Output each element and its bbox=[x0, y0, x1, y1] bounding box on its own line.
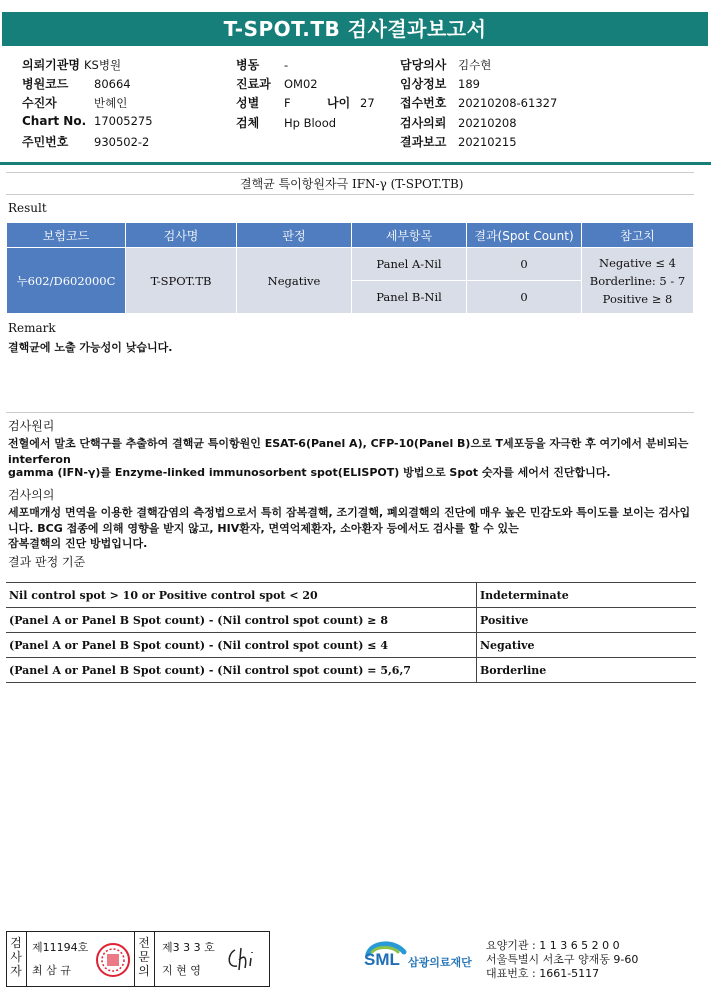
panel-a-item: Panel A-Nil bbox=[352, 248, 467, 281]
examiner-name: 최 삼 규 bbox=[32, 964, 71, 977]
test-name: T-SPOT.TB bbox=[126, 248, 237, 314]
reference-range bbox=[582, 248, 694, 314]
criteria-row bbox=[6, 583, 696, 608]
criteria-condition: (Panel A or Panel B Spot count) - (Nil control spot count) ≤ 4 bbox=[6, 633, 477, 658]
clinical-value: 189 bbox=[458, 77, 480, 91]
header-test: 검사명 bbox=[126, 223, 237, 248]
org-address: 서울특별시 서초구 양재동 9-60 bbox=[486, 953, 639, 966]
panel-b-value: 0 bbox=[467, 281, 582, 314]
principle-text-1: 전혈에서 말초 단핵구를 추출하여 결핵균 특이항원인 ESAT-6(Panel A), CFP-10(Panel B)으로 T세포등을 자극한 후 여기에서 분비되는 interferon bbox=[8, 437, 689, 466]
report-date-label: 결과보고 bbox=[400, 135, 447, 149]
criteria-result: Indeterminate bbox=[477, 583, 697, 608]
significance-text-2: 잠복결핵의 진단 방법입니다. bbox=[8, 537, 148, 550]
patient-info bbox=[0, 54, 711, 160]
ward-label: 병동 bbox=[236, 58, 260, 72]
divider bbox=[6, 412, 694, 413]
principle-text-2: gamma (IFN-γ)를 Enzyme-linked immunosorbent spot(ELISPOT) 방법으로 Spot 숫자를 세어서 진단합니다. bbox=[8, 466, 611, 479]
sex-value: F bbox=[284, 96, 291, 110]
rrn-value: 930502-2 bbox=[94, 135, 150, 149]
request-value: 20210208 bbox=[458, 116, 517, 130]
doctor-value: 김수현 bbox=[458, 58, 492, 72]
header-result: 결과(Spot Count) bbox=[467, 223, 582, 248]
examiner-seal-icon bbox=[95, 942, 131, 978]
remark-text: 결핵균에 노출 가능성이 낮습니다. bbox=[8, 341, 173, 354]
reference-positive: Positive ≥ 8 bbox=[602, 291, 673, 306]
divider bbox=[6, 194, 694, 195]
divider bbox=[154, 932, 155, 986]
criteria-row bbox=[6, 633, 696, 658]
org-logo-text: SML bbox=[364, 950, 400, 969]
org-logo bbox=[364, 938, 472, 978]
header-item: 세부항목 bbox=[352, 223, 467, 248]
age-label: 나이 bbox=[327, 96, 351, 110]
criteria-row bbox=[6, 608, 696, 633]
specimen-value: Hp Blood bbox=[284, 116, 337, 130]
org-info bbox=[486, 939, 638, 981]
divider bbox=[134, 932, 135, 986]
header-reference: 참고치 bbox=[582, 223, 694, 248]
examiner-number: 제11194호 bbox=[32, 941, 89, 954]
remark-label: Remark bbox=[8, 321, 56, 335]
insurance-code: 누602/D602000C bbox=[7, 248, 126, 314]
result-label: Result bbox=[8, 201, 47, 215]
panel-b-item: Panel B-Nil bbox=[352, 281, 467, 314]
patient-label: 수진자 bbox=[22, 96, 57, 110]
criteria-table bbox=[6, 582, 696, 683]
criteria-row bbox=[6, 658, 696, 683]
header-judgement: 판정 bbox=[237, 223, 352, 248]
dept-value: OM02 bbox=[284, 77, 318, 91]
divider bbox=[26, 932, 27, 986]
principle-label: 검사원리 bbox=[8, 419, 55, 433]
specialist-number: 제3 3 3 호 bbox=[162, 941, 215, 954]
report-title: T-SPOT.TB 검사결과보고서 bbox=[2, 12, 708, 46]
age-value: 27 bbox=[360, 96, 375, 110]
report-date-value: 20210215 bbox=[458, 135, 517, 149]
criteria-result: Negative bbox=[477, 633, 697, 658]
chart-label: Chart No. bbox=[22, 114, 87, 128]
result-table bbox=[6, 222, 694, 314]
patient-value: 반혜인 bbox=[94, 96, 128, 110]
specialist-name: 지 현 영 bbox=[162, 964, 201, 977]
rrn-label: 주민번호 bbox=[22, 135, 69, 149]
request-label: 검사의뢰 bbox=[400, 116, 447, 130]
signature-box bbox=[6, 931, 270, 987]
institution-label: 의뢰기관명 bbox=[22, 58, 80, 72]
test-subtitle: 결핵균 특이항원자극 IFN-γ (T-SPOT.TB) bbox=[240, 177, 464, 191]
divider bbox=[6, 172, 694, 173]
panel-a-value: 0 bbox=[467, 248, 582, 281]
doctor-label: 담당의사 bbox=[400, 58, 447, 72]
chart-value: 17005275 bbox=[94, 114, 153, 128]
dept-label: 진료과 bbox=[236, 77, 271, 91]
criteria-label: 결과 판정 기준 bbox=[8, 555, 86, 569]
org-name: 삼광의료재단 bbox=[408, 956, 472, 969]
org-phone: 대표번호 : 1661-5117 bbox=[486, 967, 600, 980]
ward-value: - bbox=[284, 58, 289, 72]
criteria-result: Borderline bbox=[477, 658, 697, 683]
criteria-condition: (Panel A or Panel B Spot count) - (Nil control spot count) = 5,6,7 bbox=[6, 658, 477, 683]
sex-label: 성별 bbox=[236, 96, 260, 110]
reference-negative: Negative ≤ 4 bbox=[599, 255, 676, 270]
signature-icon bbox=[225, 944, 265, 974]
org-code: 요양기관 : 1 1 3 6 5 2 0 0 bbox=[486, 939, 620, 952]
hospital-code-label: 병원코드 bbox=[22, 77, 69, 91]
hospital-code-value: 80664 bbox=[94, 77, 131, 91]
header-code: 보험코드 bbox=[7, 223, 126, 248]
significance-label: 검사의의 bbox=[8, 488, 55, 502]
divider bbox=[0, 162, 711, 165]
institution-value: KS병원 bbox=[84, 58, 122, 72]
judgement: Negative bbox=[237, 248, 352, 314]
specimen-label: 검체 bbox=[236, 116, 260, 130]
reference-borderline: Borderline: 5 - 7 bbox=[589, 273, 686, 288]
criteria-result: Positive bbox=[477, 608, 697, 633]
clinical-label: 임상정보 bbox=[400, 77, 447, 91]
specialist-label: 전문의 bbox=[138, 936, 150, 978]
criteria-condition: Nil control spot > 10 or Positive control spot < 20 bbox=[6, 583, 477, 608]
criteria-condition: (Panel A or Panel B Spot count) - (Nil control spot count) ≥ 8 bbox=[6, 608, 477, 633]
significance-text-1: 세포매개성 면역을 이용한 결핵감염의 측정법으로서 특히 잠복결핵, 조기결핵, 폐외결핵의 진단에 매우 높은 민감도와 특이도를 보이는 검사입니다. BCG 접종에 의해 영향을 받지 않고, HIV환자, 면역억제환자, 소아환자 등에서도 검사를 할 수 있는 bbox=[8, 506, 691, 535]
examiner-label: 검사자 bbox=[10, 936, 22, 978]
receipt-label: 접수번호 bbox=[400, 96, 447, 110]
receipt-value: 20210208-61327 bbox=[458, 96, 558, 110]
